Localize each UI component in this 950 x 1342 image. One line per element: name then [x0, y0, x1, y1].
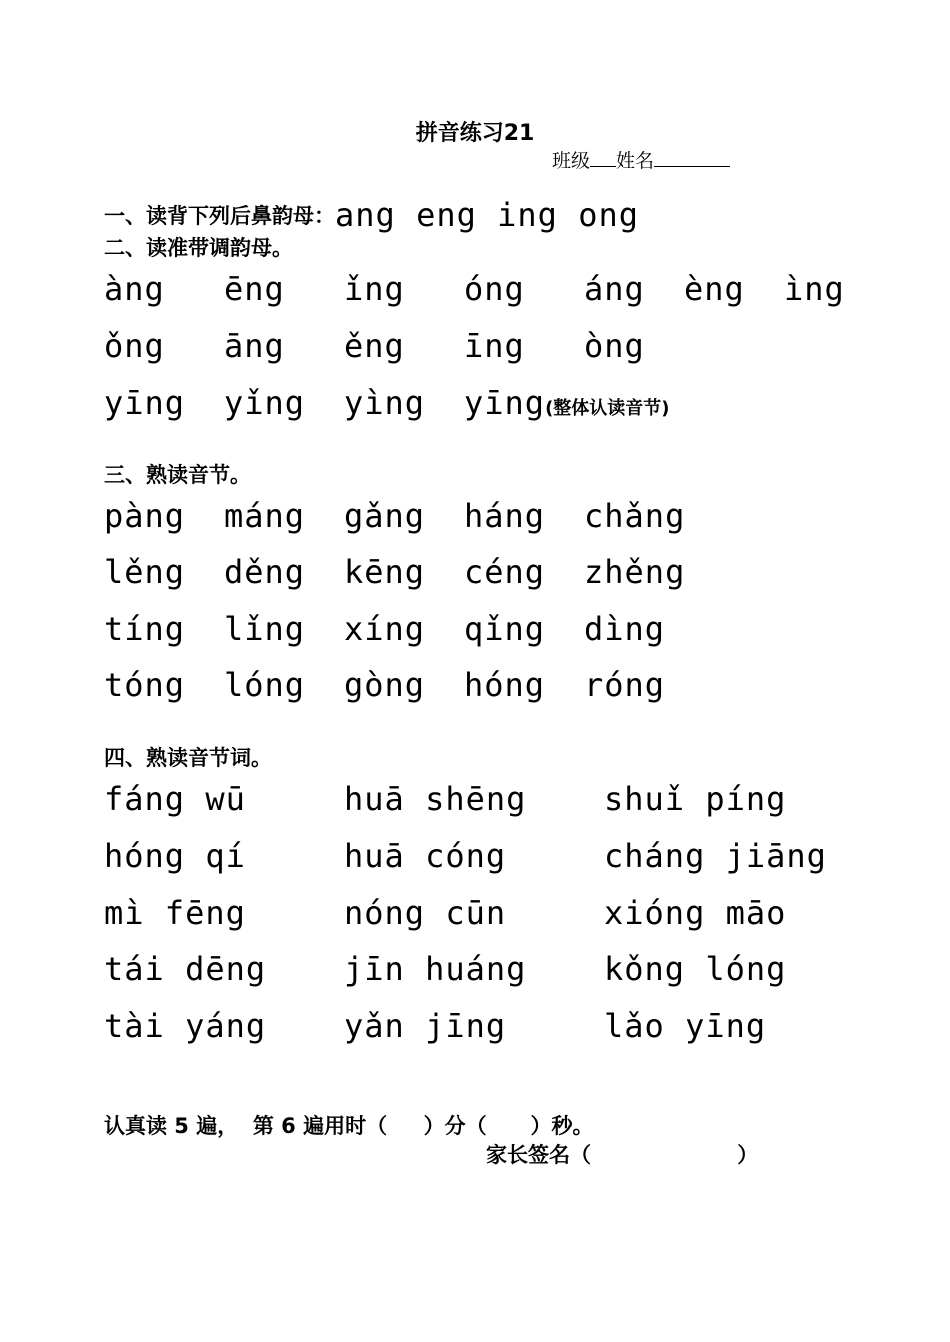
syllable-word-row [104, 950, 904, 990]
tone-final-syllable: yīng [104, 384, 186, 422]
section-1 [104, 193, 639, 234]
syllable-syllable: xíng [344, 610, 426, 648]
syllable-syllable: lǐng [224, 610, 306, 648]
tone-final-row [104, 270, 904, 310]
name-blank[interactable] [654, 148, 730, 167]
parent-signature: 家长签名（ ） [486, 1143, 759, 1167]
tone-final-syllable: àng [104, 270, 165, 308]
tone-final-syllable: òng [584, 327, 645, 365]
syllable-syllable: lóng [224, 666, 306, 704]
syllable-word-row [104, 894, 904, 934]
syllable-row [104, 610, 904, 650]
syllable-word-row [104, 1007, 904, 1047]
syllable-word-syllable: shuǐ píng [604, 780, 787, 818]
syllable-syllable: lěng [104, 553, 186, 591]
syllable-word-row [104, 780, 904, 820]
tone-final-syllable: yīng(整体认读音节) [464, 384, 670, 422]
syllable-word-syllable: huā cóng [344, 837, 507, 875]
syllable-word-syllable: tài yáng [104, 1007, 267, 1045]
section-1-finals: ang eng ing ong [335, 196, 639, 234]
syllable-syllable: céng [464, 553, 546, 591]
tone-final-syllable: ǐng [344, 270, 405, 308]
tone-final-syllable: ěng [344, 327, 405, 365]
syllable-row [104, 666, 904, 706]
tone-final-row [104, 384, 904, 424]
syllable-word-row [104, 837, 904, 877]
class-label: 班级 [552, 151, 591, 172]
syllable-word-syllable: xióng māo [604, 894, 787, 932]
section-2-heading: 二、读准带调韵母。 [104, 236, 293, 260]
student-info [552, 146, 730, 173]
syllable-word-syllable: tái dēng [104, 950, 267, 988]
syllable-word-syllable: kǒng lóng [604, 950, 787, 988]
tone-final-syllable: āng [224, 327, 285, 365]
syllable-word-syllable: lǎo yīng [604, 1007, 767, 1045]
syllable-word-syllable: hóng qí [104, 837, 246, 875]
tone-final-syllable: èng [684, 270, 745, 308]
syllable-syllable: qǐng [464, 610, 546, 648]
syllable-syllable: háng [464, 497, 546, 535]
syllable-syllable: máng [224, 497, 306, 535]
tone-final-syllable: yǐng [224, 384, 306, 422]
syllable-word-syllable: huā shēng [344, 780, 527, 818]
syllable-word-syllable: fáng wū [104, 780, 246, 818]
class-blank[interactable] [590, 148, 616, 167]
reading-instruction: 认真读 5 遍， 第 6 遍用时（ ）分（ ）秒。 [104, 1114, 594, 1138]
syllable-syllable: róng [584, 666, 666, 704]
syllable-syllable: gǎng [344, 497, 426, 535]
syllable-syllable: pàng [104, 497, 186, 535]
syllable-word-syllable: yǎn jīng [344, 1007, 507, 1045]
tone-final-syllable: ìng [784, 270, 845, 308]
syllable-syllable: zhěng [584, 553, 686, 591]
tone-final-syllable: óng [464, 270, 525, 308]
tone-final-row [104, 327, 904, 367]
section-1-heading: 一、读背下列后鼻韵母： [104, 204, 335, 228]
syllable-syllable: hóng [464, 666, 546, 704]
syllable-word-syllable: jīn huáng [344, 950, 527, 988]
syllable-row [104, 497, 904, 537]
tone-final-syllable: yìng [344, 384, 426, 422]
syllable-syllable: gòng [344, 666, 426, 704]
section-3-heading: 三、熟读音节。 [104, 463, 251, 487]
syllable-row [104, 553, 904, 593]
syllable-syllable: kēng [344, 553, 426, 591]
syllable-syllable: tóng [104, 666, 186, 704]
tone-final-syllable: áng [584, 270, 645, 308]
syllable-word-syllable: nóng cūn [344, 894, 507, 932]
section-4-heading: 四、熟读音节词。 [104, 746, 272, 770]
tone-final-syllable: īng [464, 327, 525, 365]
syllable-word-syllable: mì fēng [104, 894, 246, 932]
syllable-syllable: děng [224, 553, 306, 591]
syllable-syllable: chǎng [584, 497, 686, 535]
tone-final-syllable: ēng [224, 270, 285, 308]
tone-final-syllable: ǒng [104, 327, 165, 365]
name-label: 姓名 [616, 151, 655, 172]
syllable-syllable: dìng [584, 610, 666, 648]
syllable-word-syllable: cháng jiāng [604, 837, 827, 875]
page-title: 拼音练习21 [415, 121, 535, 146]
whole-syllable-note: (整体认读音节) [545, 398, 670, 419]
syllable-syllable: tíng [104, 610, 186, 648]
